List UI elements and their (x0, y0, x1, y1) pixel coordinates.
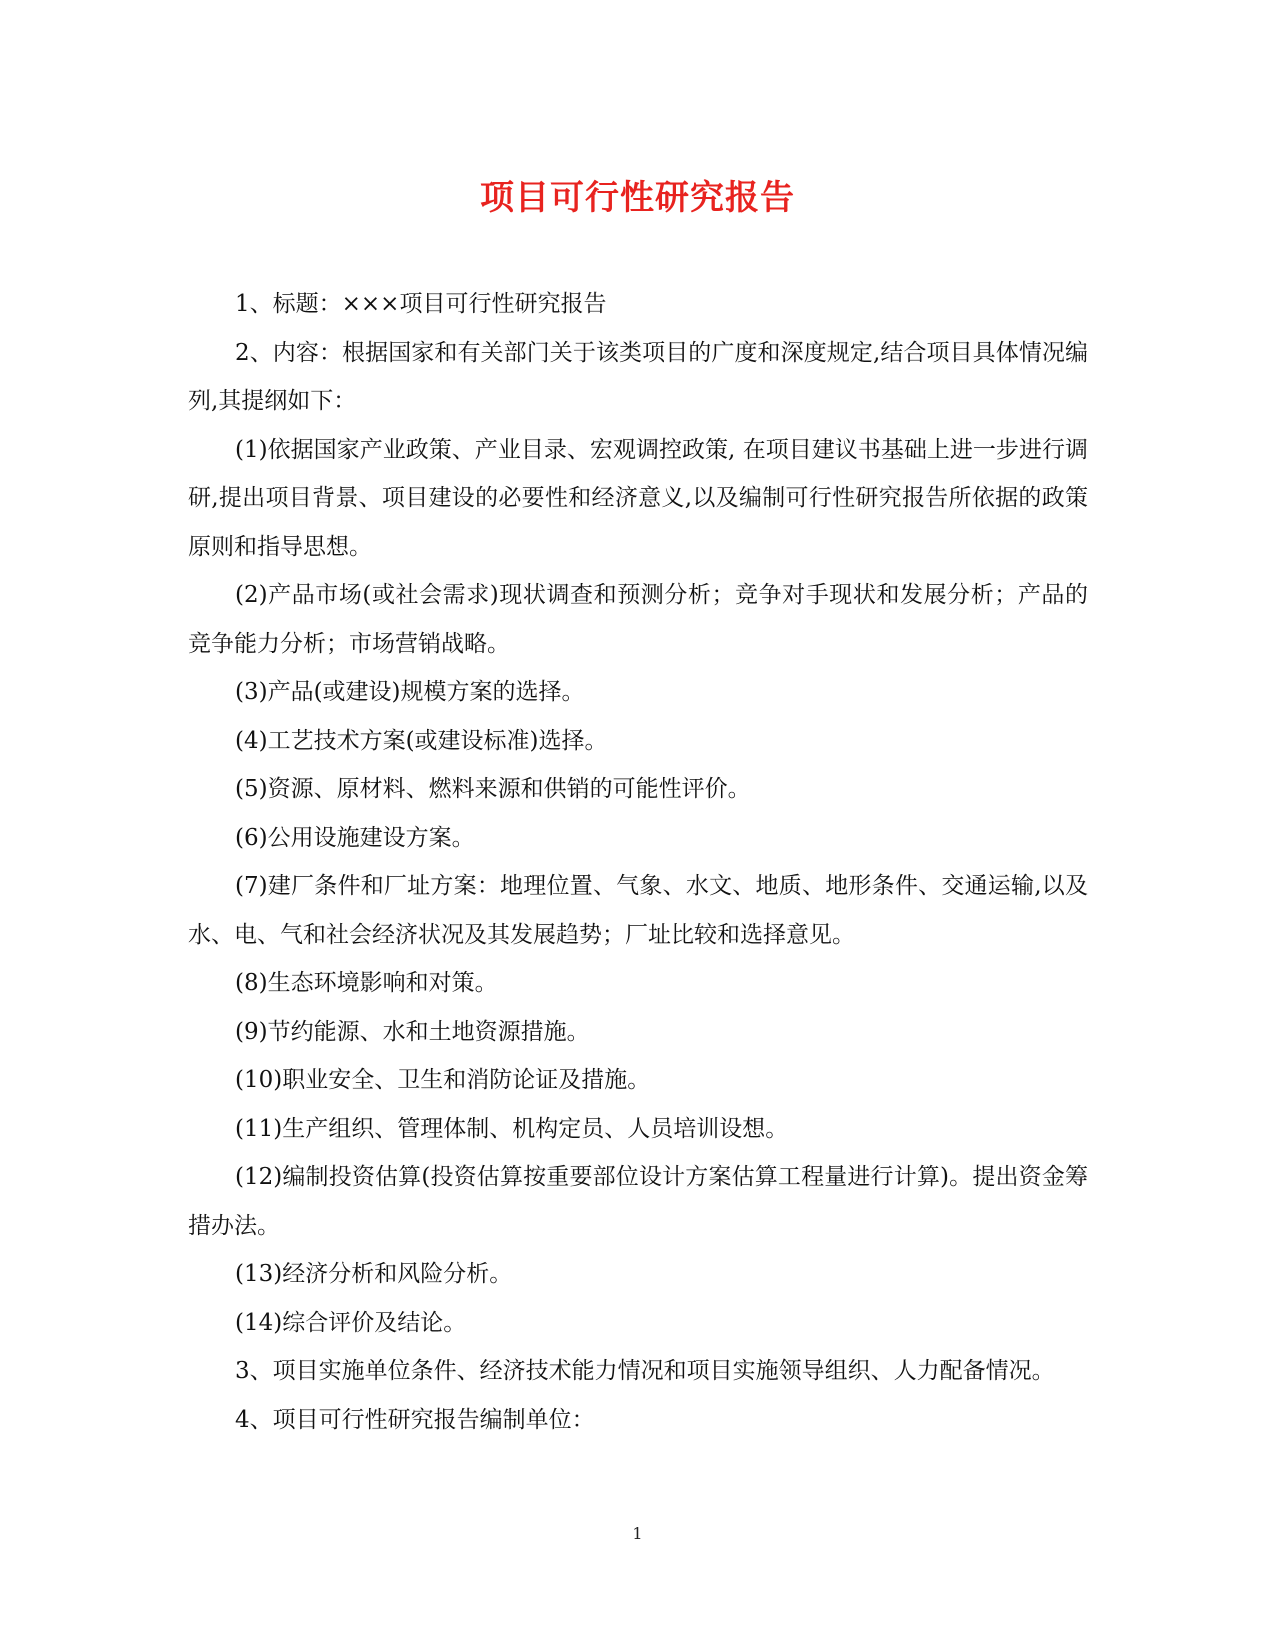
paragraph-item-4: 4、项目可行性研究报告编制单位： (235, 1406, 595, 1433)
outline-item-9: (9)节约能源、水和土地资源措施。 (235, 1018, 590, 1045)
outline-item-4: (4)工艺技术方案(或建设标准)选择。 (235, 727, 608, 754)
outline-item-8: (8)生态环境影响和对策。 (235, 970, 498, 996)
outline-item-5: (5)资源、原材料、燃料来源和供销的可能性评价。 (235, 776, 751, 802)
outline-item-6: (6)公用设施建设方案。 (235, 824, 475, 851)
outline-item-14: (14)综合评价及结论。 (235, 1309, 467, 1336)
outline-item-13: (13)经济分析和风险分析。 (235, 1261, 513, 1287)
outline-item-7: (7)建厂条件和厂址方案：地理位置、气象、水文、地质、地形条件、交通运输,以及水、电、气和社会经济状况及其发展趋势；厂址比较和选择意见。 (188, 873, 1088, 948)
outline-item-10: (10)职业安全、卫生和消防论证及措施。 (235, 1067, 651, 1093)
outline-item-3: (3)产品(或建设)规模方案的选择。 (235, 679, 585, 705)
document-body (188, 280, 1088, 1444)
document-title: 项目可行性研究报告 (480, 178, 795, 218)
page-number: 1 (632, 1524, 643, 1543)
outline-item-1: (1)依据国家产业政策、产业目录、宏观调控政策, 在项目建议书基础上进一步进行调研,提出项目背景、项目建设的必要性和经济意义,以及编制可行性研究报告所依据的政策原则和指导思想。 (188, 436, 1088, 560)
outline-item-2: (2)产品市场(或社会需求)现状调查和预测分析；竞争对手现状和发展分析；产品的竞争能力分析；市场营销战略。 (188, 582, 1088, 657)
paragraph-item-2: 2、内容：根据国家和有关部门关于该类项目的广度和深度规定,结合项目具体情况编列,其提纲如下： (188, 339, 1088, 414)
outline-item-12: (12)编制投资估算(投资估算按重要部位设计方案估算工程量进行计算)。提出资金筹措办法。 (188, 1164, 1088, 1239)
outline-item-11: (11)生产组织、管理体制、机构定员、人员培训设想。 (235, 1115, 789, 1142)
paragraph-item-1: 1、标题：×××项目可行性研究报告 (235, 291, 607, 317)
paragraph-item-3: 3、项目实施单位条件、经济技术能力情况和项目实施领导组织、人力配备情况。 (235, 1358, 1055, 1384)
